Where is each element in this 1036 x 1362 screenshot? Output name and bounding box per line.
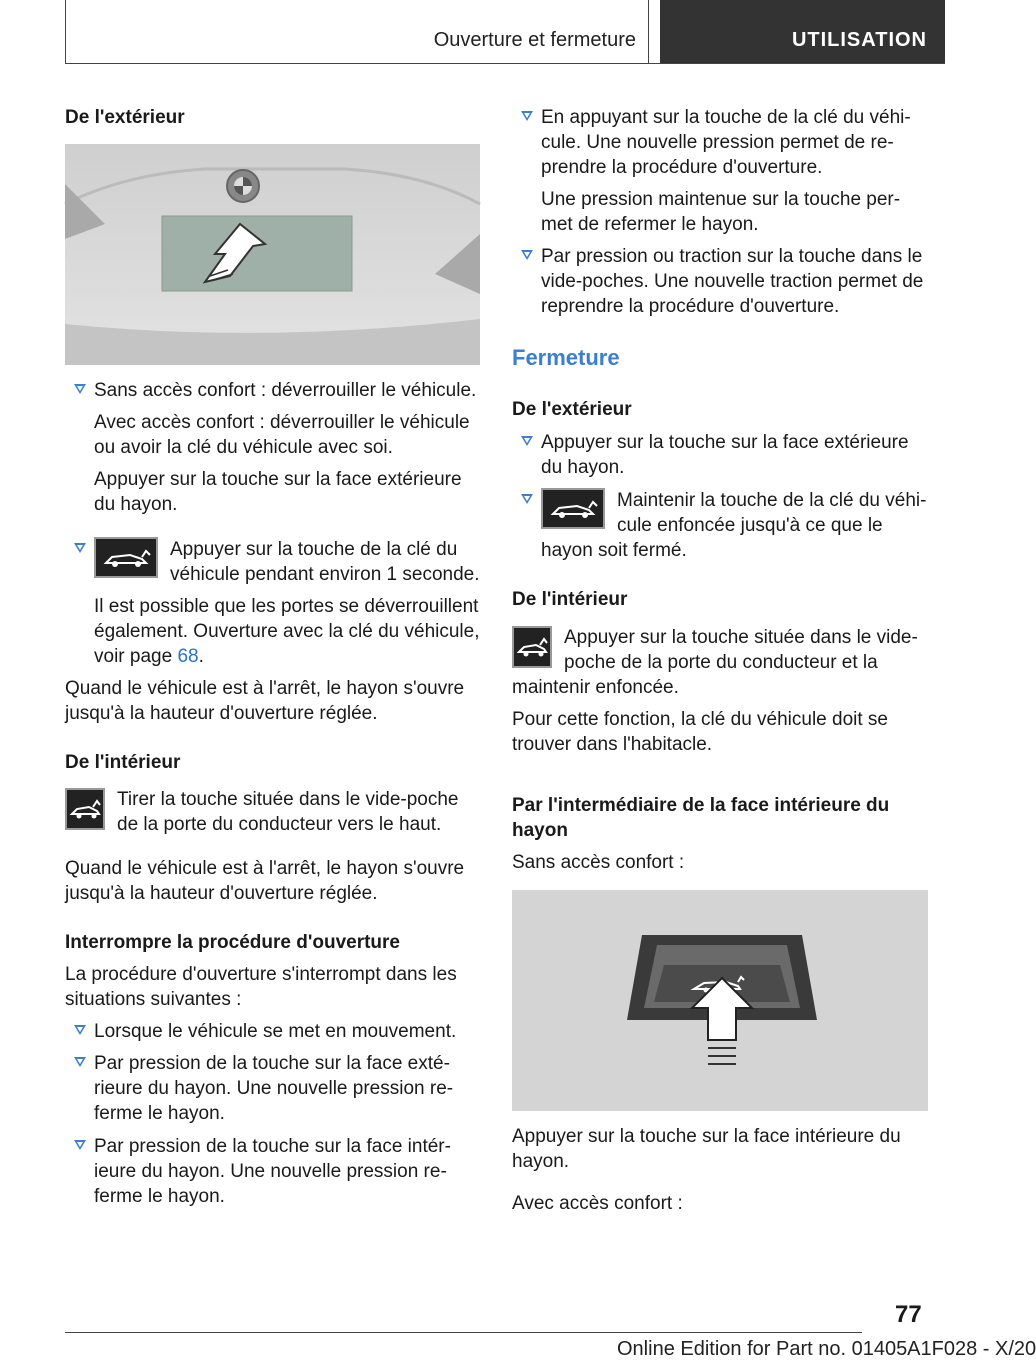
inner-button-illustration [512, 890, 928, 1111]
i-line2: poche de la porte du conducteur et la [564, 652, 878, 673]
b2-line1: Appuyer sur la touche de la clé du [170, 539, 458, 560]
heading-interior: De l'intérieur [65, 752, 181, 773]
heading-interior-close: De l'intérieur [512, 589, 628, 610]
bullet-icon [521, 250, 533, 260]
door-button-icon [512, 626, 552, 668]
bullet-icon [521, 494, 533, 504]
c2-line3: ferme le hayon. [94, 1103, 225, 1124]
section-title-fermeture: Fermeture [512, 345, 620, 370]
i-line1: Appuyer sur la touche située dans le vide- [564, 627, 918, 648]
door-button-icon [65, 788, 105, 830]
c3-line1: Par pression de la touche sur la face intér- [94, 1136, 451, 1157]
p-line2: trouver dans l'habitacle. [512, 734, 713, 755]
header-section [66, 0, 649, 64]
f1-line2: du hayon. [541, 457, 625, 478]
tailgate-photo [65, 144, 480, 365]
f2-line2: cule enfoncée jusqu'à ce que le [617, 515, 883, 536]
header-chapter-title: UTILISATION [791, 29, 927, 51]
r2-line3: reprendre la procédure d'ouverture. [541, 296, 840, 317]
bullet-icon [521, 436, 533, 446]
header-rule [65, 63, 945, 64]
b2-line4: également. Ouverture avec la clé du véhicule, [94, 621, 480, 642]
inner-button-photo [512, 890, 928, 1111]
heading-exterior: De l'extérieur [65, 107, 185, 128]
r2-line1: Par pression ou traction sur la touche dans le [541, 246, 923, 267]
app-line2: hayon. [512, 1151, 570, 1172]
p2-line2: jusqu'à la hauteur d'ouverture réglée. [65, 883, 378, 904]
bullet-icon [74, 1057, 86, 1067]
f1-line1: Appuyer sur la touche sur la face extérieure [541, 432, 909, 453]
heading-interrupt: Interrompre la procédure d'ouverture [65, 932, 400, 953]
c3-line3: ferme le hayon. [94, 1186, 225, 1207]
header-chapter [660, 0, 945, 64]
r1-line5: met de refermer le hayon. [541, 214, 759, 235]
header-section-title: Ouverture et fermeture [433, 29, 636, 51]
f2-line1: Maintenir la touche de la clé du véhi- [617, 490, 927, 511]
b1-line3: ou avoir la clé du véhicule avec soi. [94, 437, 393, 458]
sans-acces: Sans accès confort : [512, 852, 685, 873]
c2-line2: rieure du hayon. Une nouvelle pression re- [94, 1078, 454, 1099]
p1-line2: jusqu'à la hauteur d'ouverture réglée. [65, 703, 378, 724]
r1-line2: cule. Une nouvelle pression permet de re- [541, 132, 894, 153]
p3-line2: situations suivantes : [65, 989, 242, 1010]
bullet-icon [74, 384, 86, 394]
r1-line1: En appuyant sur la touche de la clé du véhi- [541, 107, 911, 128]
b2-line3: Il est possible que les portes se déverrouillent [94, 596, 479, 617]
i-line3: maintenir enfoncée. [512, 677, 679, 698]
bullet-icon [74, 1140, 86, 1150]
app-line1: Appuyer sur la touche sur la face intérieure du [512, 1126, 901, 1147]
b2-line2: véhicule pendant environ 1 seconde. [170, 564, 480, 585]
heading-inner-face-1: Par l'intermédiaire de la face intérieure du [512, 795, 890, 816]
int-line1: Tirer la touche située dans le vide-poche [117, 789, 459, 810]
p3-line1: La procédure d'ouverture s'interrompt dans les [65, 964, 457, 985]
b1-line4: Appuyer sur la touche sur la face extérieure [94, 469, 462, 490]
b1-line2: Avec accès confort : déverrouiller le véhicule [94, 412, 470, 433]
p-line1: Pour cette fonction, la clé du véhicule doit se [512, 709, 889, 730]
footer-rule [65, 1332, 862, 1333]
car-key-tailgate-icon [541, 488, 605, 529]
heading-exterior-close: De l'extérieur [512, 399, 632, 420]
page-number: 77 [895, 1301, 922, 1328]
heading-inner-face-2: hayon [512, 820, 568, 841]
p2-line1: Quand le véhicule est à l'arrêt, le hayon s'ouvre [65, 858, 465, 879]
p1-line1: Quand le véhicule est à l'arrêt, le hayon s'ouvre [65, 678, 465, 699]
c1-line: Lorsque le véhicule se met en mouvement. [94, 1021, 457, 1042]
r1-line3: prendre la procédure d'ouverture. [541, 157, 823, 178]
r2-line2: vide-poches. Une nouvelle traction permet de [541, 271, 924, 292]
page-link[interactable]: 68 [177, 646, 199, 667]
f2-line3: hayon soit fermé. [541, 540, 687, 561]
bullet-icon [521, 111, 533, 121]
bullet-icon [74, 543, 86, 553]
b1-line1: Sans accès confort : déverrouiller le véhicule. [94, 380, 477, 401]
c2-line1: Par pression de la touche sur la face exté- [94, 1053, 450, 1074]
b2-line5: voir page 68. [94, 646, 204, 667]
bullet-icon [74, 1025, 86, 1035]
r1-line4: Une pression maintenue sur la touche per- [541, 189, 901, 210]
tailgate-illustration [65, 144, 480, 365]
b1-line5: du hayon. [94, 494, 178, 515]
car-key-tailgate-icon [94, 537, 158, 578]
c3-line2: ieure du hayon. Une nouvelle pression re- [94, 1161, 447, 1182]
avec-acces: Avec accès confort : [512, 1193, 683, 1214]
footer-edition: Online Edition for Part no. 01405A1F028 - X/20 [617, 1338, 1036, 1360]
int-line2: de la porte du conducteur vers le haut. [117, 814, 442, 835]
